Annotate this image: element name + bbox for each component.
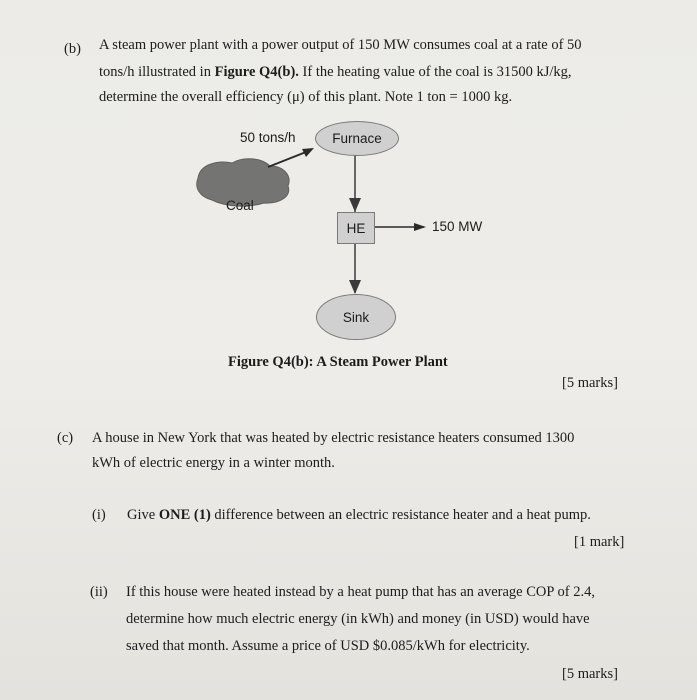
part-b-marks: [5 marks] — [562, 375, 618, 391]
furnace-node — [315, 121, 399, 156]
part-b-line-3: determine the overall efficiency (μ) of this plant. Note 1 ton = 1000 kg. — [99, 89, 513, 105]
figure-reference: Figure Q4(b). — [214, 64, 299, 80]
part-c-line-1: A house in New York that was heated by electric resistance heaters consumed 1300 — [92, 430, 575, 446]
part-b-line-2-end: If the heating value of the coal is 31500 kJ/kg, — [298, 64, 572, 80]
sub-ii-line-1: If this house were heated instead by a heat pump that has an average COP of 2.4, — [126, 584, 595, 600]
coal-rate-label: 50 tons/h — [240, 130, 296, 145]
part-b-label: (b) — [64, 41, 81, 57]
coal-to-furnace-arrow — [268, 152, 306, 167]
furnace-label: Furnace — [332, 131, 382, 146]
power-output-label: 150 MW — [432, 219, 483, 234]
figure-caption: Figure Q4(b): A Steam Power Plant — [228, 354, 448, 370]
sub-ii-line-3: saved that month. Assume a price of USD $0.085/kWh for electricity. — [126, 638, 530, 654]
sub-ii-line-2: determine how much electric energy (in kWh) and money (in USD) would have — [126, 611, 590, 627]
heat-engine-label: HE — [346, 220, 366, 236]
sub-ii-label: (ii) — [90, 584, 108, 600]
he-to-sink-arrowhead — [349, 280, 361, 294]
furnace-to-he-arrowhead — [349, 198, 361, 212]
sub-i-label: (i) — [92, 507, 106, 523]
sub-i-text — [127, 506, 591, 524]
sink-label: Sink — [342, 309, 370, 325]
sub-ii-marks: [5 marks] — [562, 666, 618, 682]
sub-i-text-start: Give — [127, 507, 159, 523]
sub-i-text-end: difference between an electric resistance heater and a heat pump. — [210, 507, 591, 523]
sub-i-bold: ONE (1) — [158, 507, 211, 523]
sub-i-marks: [1 mark] — [574, 534, 625, 550]
part-b-line-1: A steam power plant with a power output of 150 MW consumes coal at a rate of 50 — [99, 37, 582, 53]
part-c-label: (c) — [57, 430, 74, 446]
coal-label: Coal — [226, 198, 254, 213]
part-c-line-2: kWh of electric energy in a winter month. — [92, 455, 335, 471]
coal-arrow-head — [302, 148, 314, 157]
sink-node — [316, 294, 396, 340]
part-b-line-2-start: tons/h illustrated in — [99, 64, 215, 80]
heat-engine-box — [337, 212, 375, 244]
he-to-power-arrowhead — [414, 223, 426, 231]
